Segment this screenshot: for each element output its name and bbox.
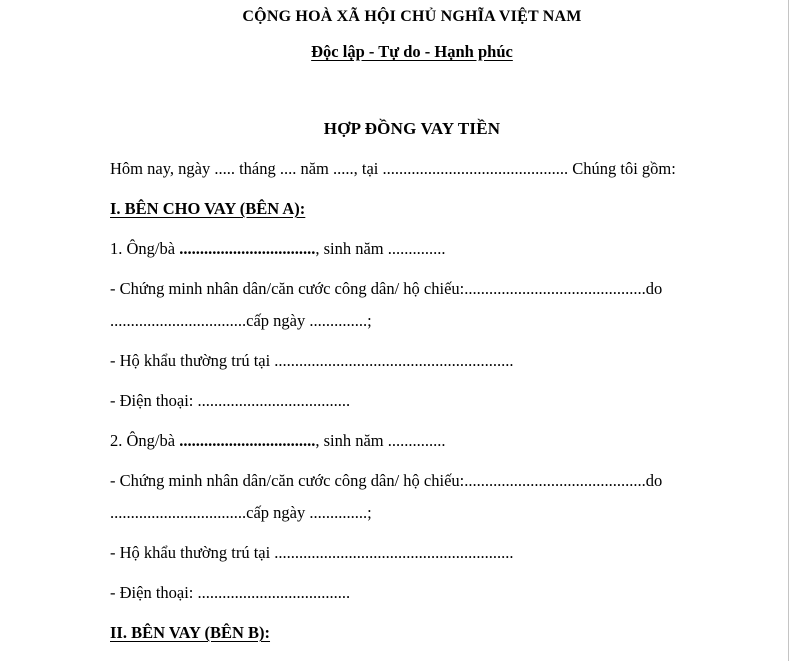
party2-birth-blank: .............. [387, 431, 446, 450]
party1-id-line1: - Chứng minh nhân dân/căn cước công dân/ hộ chiếu:............................................do [110, 279, 663, 298]
party1-birth-label: , sinh năm [315, 239, 388, 258]
section-heading-borrower-text: II. BÊN VAY (BÊN B): [110, 623, 271, 642]
party2-id-line1: - Chứng minh nhân dân/căn cước công dân/ hộ chiếu:............................................do [110, 471, 663, 490]
document-title: HỢP ĐỒNG VAY TIỀN [323, 119, 501, 138]
party1-birth-blank: .............. [387, 239, 446, 258]
party1-id-paragraph [110, 273, 714, 337]
party2-number-label: 2. Ông/bà [110, 431, 180, 450]
party2-address-line: - Hộ khẩu thường trú tại .......................................................... [110, 543, 514, 562]
party2-birth-label: , sinh năm [315, 431, 388, 450]
party2-name-blank: ................................. [179, 431, 316, 450]
party1-phone-line: - Điện thoại: ..................................... [110, 391, 351, 410]
document-content [110, 0, 714, 657]
national-motto-line1: CỘNG HOÀ XÃ HỘI CHỦ NGHĨA VIỆT NAM [242, 8, 582, 25]
party1-number-label: 1. Ông/bà [110, 239, 180, 258]
intro-line: Hôm nay, ngày ..... tháng .... năm ....., tại ............................................. Chúng tôi gồm: [110, 159, 676, 178]
section-heading-lender-text: I. BÊN CHO VAY (BÊN A): [110, 199, 306, 218]
page-right-edge-line [788, 0, 789, 661]
party2-name-line [110, 425, 714, 457]
party1-id-line2: .................................cấp ngày ..............; [110, 311, 372, 330]
party2-phone-line: - Điện thoại: ..................................... [110, 583, 351, 602]
party1-address-line: - Hộ khẩu thường trú tại .......................................................... [110, 351, 514, 370]
party1-name-blank: ................................. [179, 239, 316, 258]
section-heading-lender [110, 193, 714, 225]
party2-id-line2: .................................cấp ngày ..............; [110, 503, 372, 522]
national-motto-line2-text: Độc lập - Tự do - Hạnh phúc [311, 42, 513, 61]
section-heading-borrower [110, 617, 714, 649]
national-motto-line2 [110, 39, 714, 65]
party1-name-line [110, 233, 714, 265]
party2-id-paragraph [110, 465, 714, 529]
